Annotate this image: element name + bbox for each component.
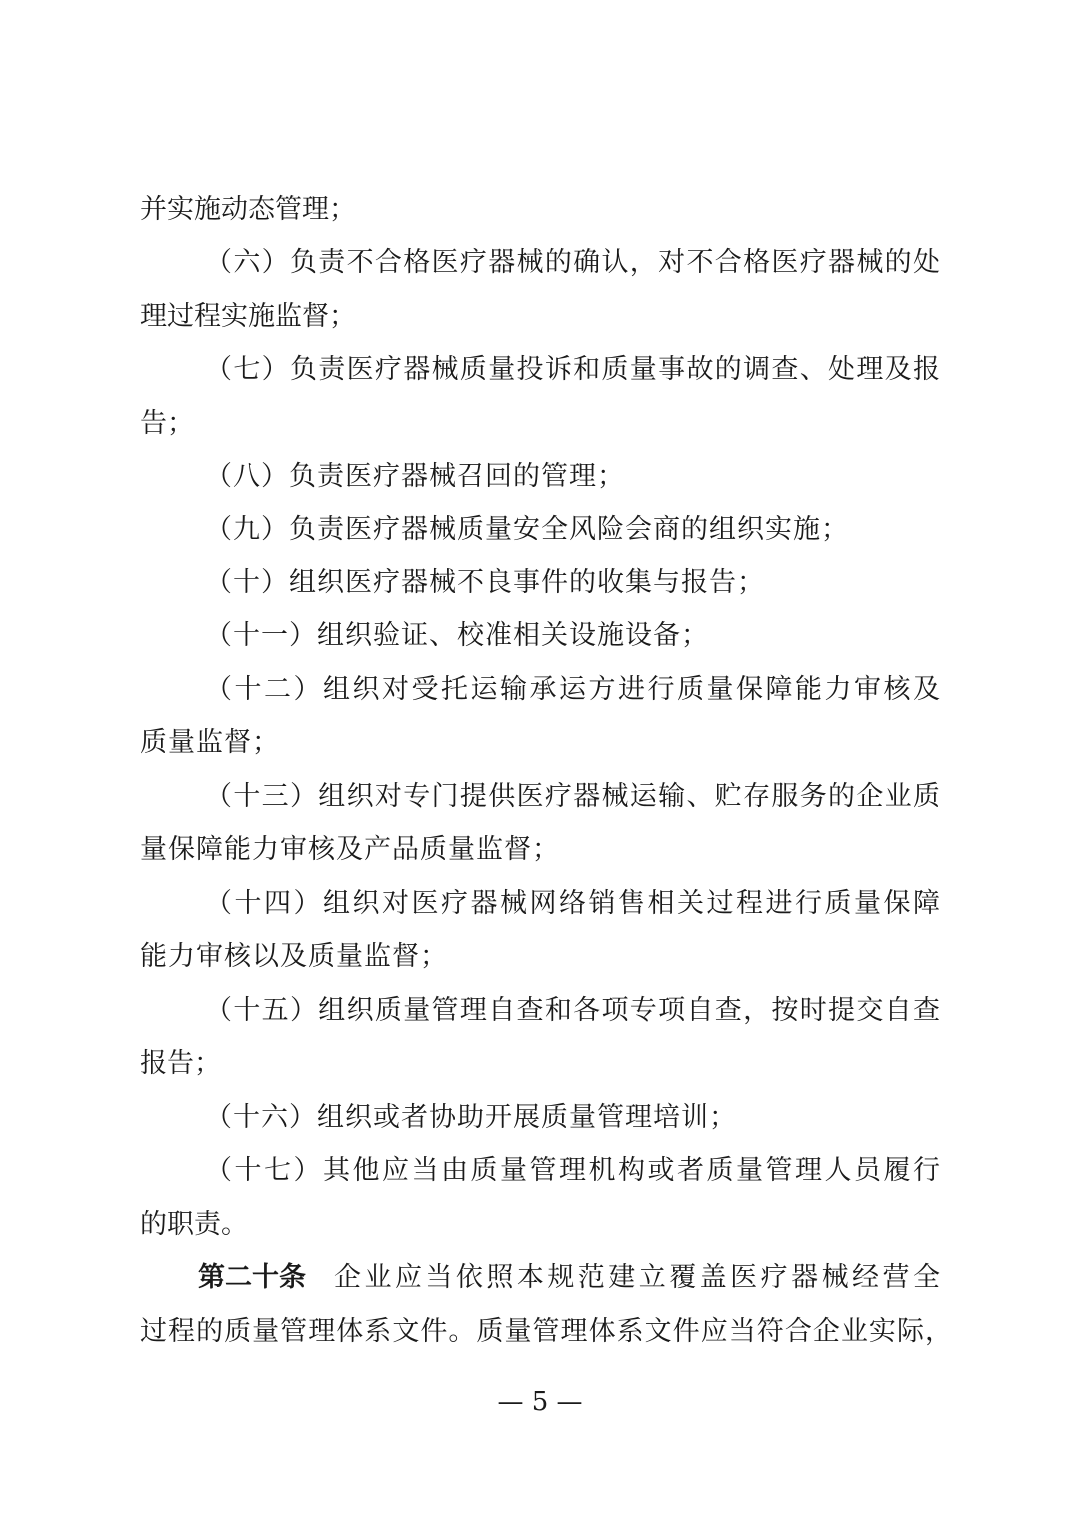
text-line: 告；	[140, 408, 194, 439]
list-item: （十六）组织或者协助开展质量管理培训；	[205, 1102, 737, 1133]
list-item: （九）负责医疗器械质量安全风险会商的组织实施；	[205, 514, 849, 545]
list-item: （十七）其他应当由质量管理机构或者质量管理人员履行	[205, 1155, 940, 1186]
list-item: （十）组织医疗器械不良事件的收集与报告；	[205, 567, 765, 598]
text-line: 质量监督；	[140, 727, 280, 758]
list-item: （十四）组织对医疗器械网络销售相关过程进行质量保障	[205, 888, 940, 919]
text-line: 理过程实施监督；	[140, 301, 356, 332]
list-item: （六）负责不合格医疗器械的确认，对不合格医疗器械的处	[205, 247, 940, 278]
list-item: （七）负责医疗器械质量投诉和质量事故的调查、处理及报	[205, 354, 940, 385]
article-paragraph	[198, 1260, 940, 1296]
text-line: 并实施动态管理；	[140, 194, 356, 225]
text-line: 量保障能力审核及产品质量监督；	[140, 834, 560, 865]
text-line: 能力审核以及质量监督；	[140, 941, 448, 972]
text-line: 报告；	[140, 1048, 221, 1079]
list-item: （十三）组织对专门提供医疗器械运输、贮存服务的企业质	[205, 781, 940, 812]
page-number: — 5 —	[497, 1387, 583, 1417]
list-item: （十五）组织质量管理自查和各项专项自查，按时提交自查	[205, 995, 940, 1026]
text-line: 过程的质量管理体系文件。质量管理体系文件应当符合企业实际，	[140, 1316, 952, 1347]
article-text: 企业应当依照本规范建立覆盖医疗器械经营全	[334, 1262, 940, 1293]
text-line: 的职责。	[140, 1209, 248, 1240]
list-item: （八）负责医疗器械召回的管理；	[205, 461, 625, 492]
article-heading: 第二十条	[198, 1262, 306, 1293]
list-item: （十一）组织验证、校准相关设施设备；	[205, 620, 709, 651]
list-item: （十二）组织对受托运输承运方进行质量保障能力审核及	[205, 674, 940, 705]
